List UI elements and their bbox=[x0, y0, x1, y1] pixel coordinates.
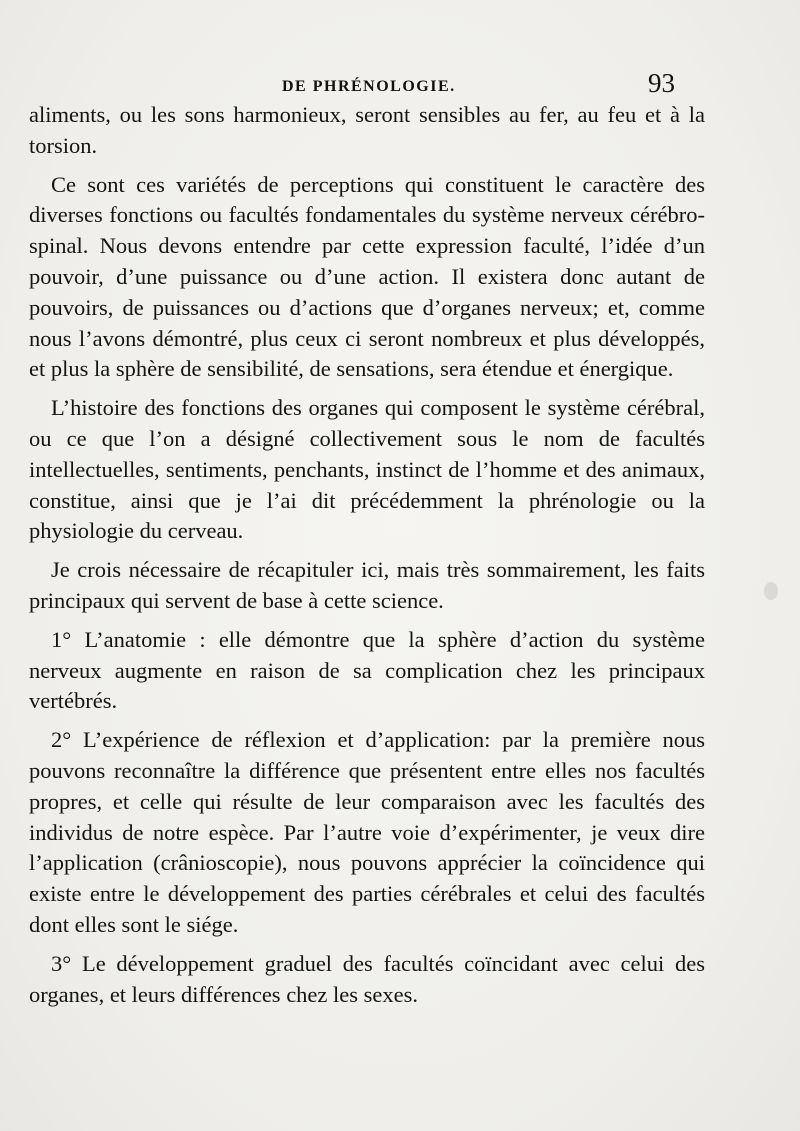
page-number: 93 bbox=[648, 68, 675, 98]
body-text bbox=[29, 100, 705, 1018]
paragraph-3: L’histoire des fonctions des organes qui composent le système cérébral, ou ce que l’on a désigné collectivement sous le nom de facultés intellectuelles, sentiments, penchants, instinct de l’homme et des animaux, constitue, ainsi que je l’ai dit précédemment la phrénologie ou la physiologie du cerveau. bbox=[29, 395, 705, 544]
running-head: DE PHRÉNOLOGIE. bbox=[282, 78, 456, 95]
paragraph-7: 3° Le développement graduel des facultés coïncidant avec celui des organes, et leurs différences chez les sexes. bbox=[29, 950, 705, 1007]
paragraph-5: 1° L’anatomie : elle démontre que la sphère d’action du système nerveux augmente en raison de sa complication chez les principaux vertébrés. bbox=[29, 626, 705, 714]
paragraph-1: aliments, ou les sons harmonieux, seront sensibles au fer, au feu et à la torsion. bbox=[29, 102, 705, 158]
scan-smudge bbox=[764, 582, 778, 600]
paragraph-4: Je crois nécessaire de récapituler ici, mais très sommairement, les faits principaux qui servent de base à cette science. bbox=[29, 557, 705, 613]
paragraph-2: Ce sont ces variétés de perceptions qui constituent le caractère des diverses fonctions ou facultés fondamentales du système nerveux cérébro-spinal. Nous devons entendre par cette expression faculté, l’idée d’un pouvoir, d’une puissance ou d’une action. Il existera donc autant de pouvoirs, de puissances ou d’actions que d’organes nerveux; et, comme nous l’avons démontré, plus ceux ci seront nombreux et plus développés, et plus la sphère de sensibilité, de sensations, sera étendue et énergique. bbox=[29, 171, 705, 382]
paragraph-6: 2° L’expérience de réflexion et d’application: par la première nous pouvons reconnaître la différence que présentent entre elles nos facultés propres, et celle qui résulte de leur comparaison avec les facultés des individus de notre espèce. Par l’autre voie d’expérimenter, je veux dire l’application (crânioscopie), nous pouvons apprécier la coïncidence qui existe entre le développement des parties cérébrales et celui des facultés dont elles sont le siége. bbox=[29, 727, 705, 937]
